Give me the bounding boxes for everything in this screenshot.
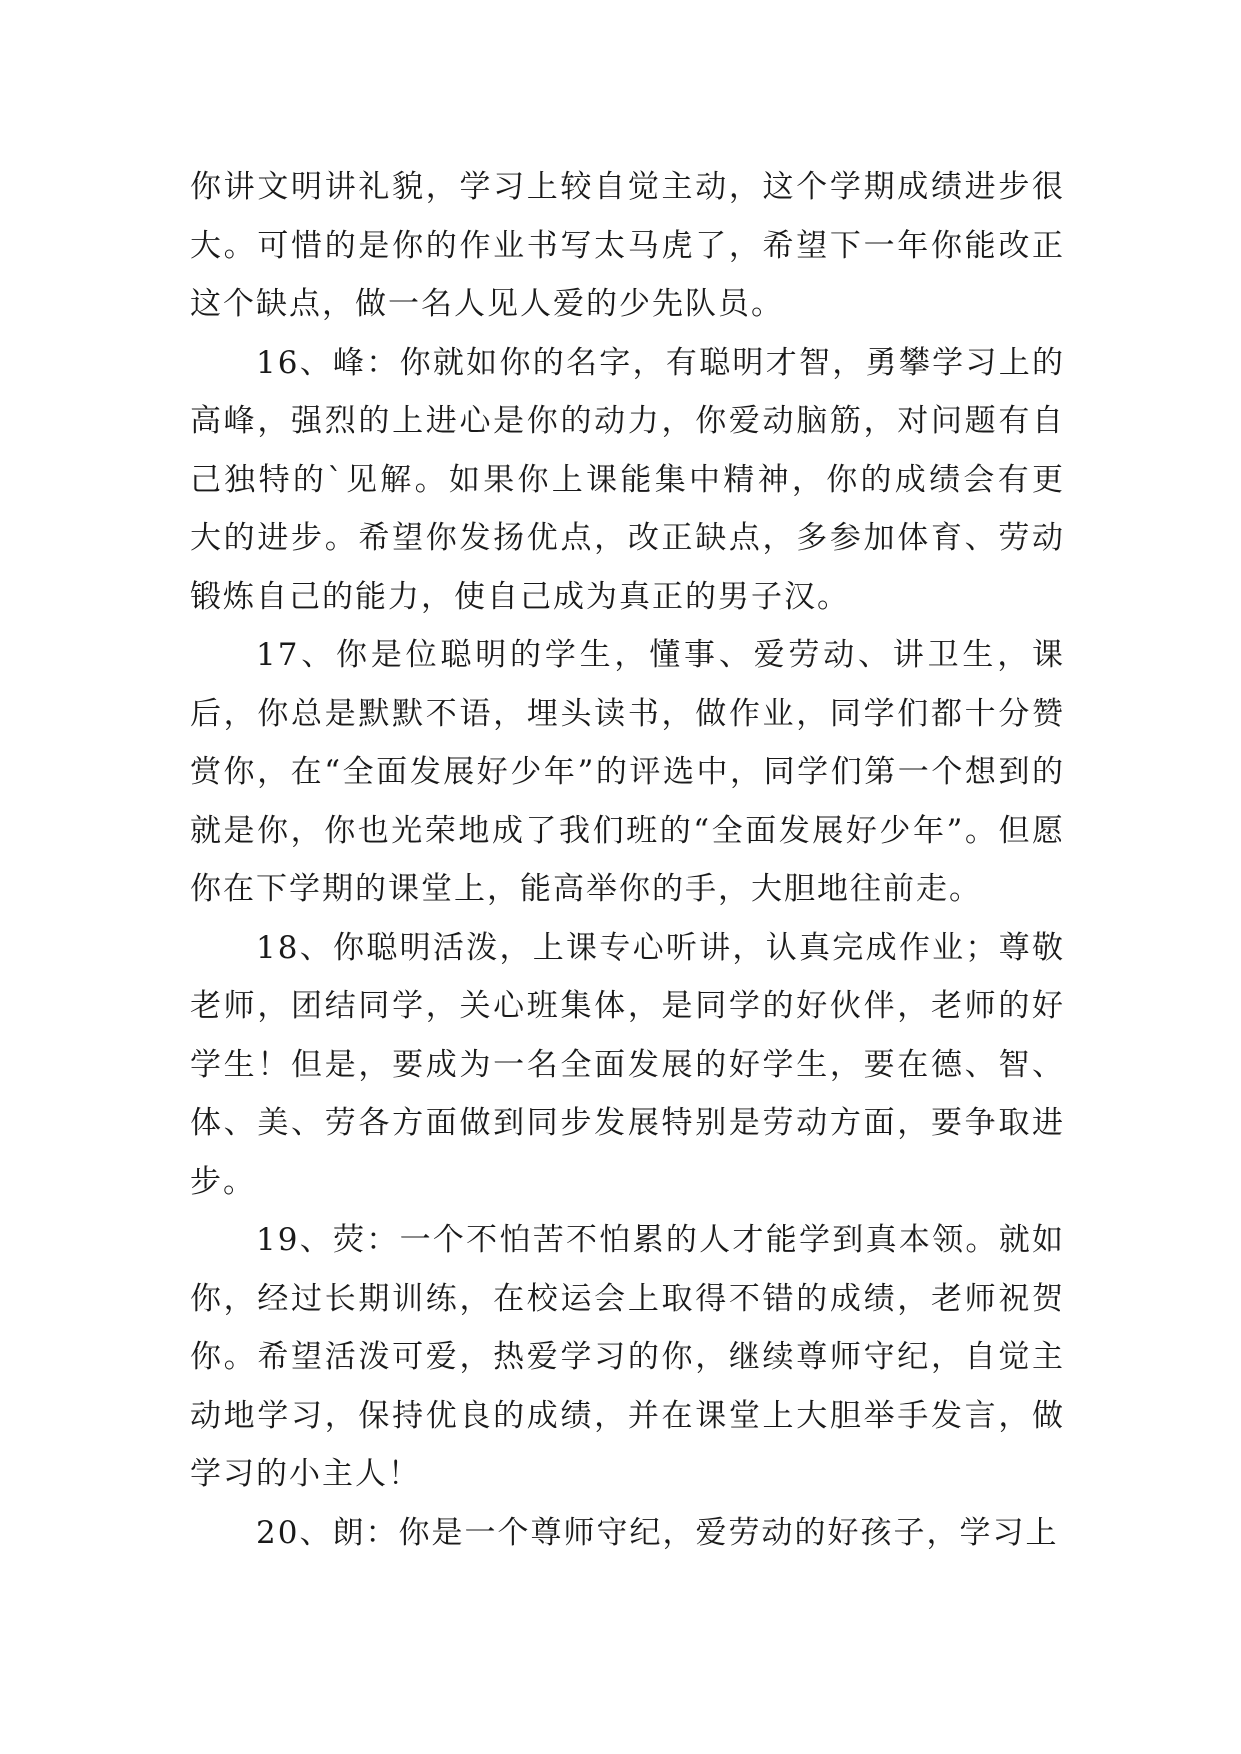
paragraph-comment-20: 20、朗：你是一个尊师守纪，爱劳动的好孩子，学习上 (256, 1514, 1059, 1551)
paragraph-comment-17: 17、你是位聪明的学生，懂事、爱劳动、讲卫生，课后，你总是默默不语，埋头读书，做作业，同学们都十分赞赏你，在“全面发展好少年”的评选中，同学们第一个想到的就是你，你也光荣地成了我们班的“全面发展好少年”。但愿你在下学期的课堂上，能高举你的手，大胆地往前走。 (190, 637, 1065, 907)
paragraph-comment-19: 19、荧：一个不怕苦不怕累的人才能学到真本领。就如你，经过长期训练，在校运会上取得不错的成绩，老师祝贺你。希望活泼可爱，热爱学习的你，继续尊师守纪，自觉主动地学习，保持优良的成绩，并在课堂上大胆举手发言，做学习的小主人！ (190, 1222, 1065, 1492)
paragraph-comment-16: 16、峰：你就如你的名字，有聪明才智，勇攀学习上的高峰，强烈的上进心是你的动力，你爱动脑筋，对问题有自己独特的`见解。如果你上课能集中精神，你的成绩会有更大的进步。希望你发扬优点，改正缺点，多参加体育、劳动锻炼自己的能力，使自己成为真正的男子汉。 (190, 344, 1065, 615)
document-body (190, 158, 1065, 1562)
paragraph-comment-18: 18、你聪明活泼，上课专心听讲，认真完成作业；尊敬老师，团结同学，关心班集体，是同学的好伙伴，老师的好学生！但是，要成为一名全面发展的好学生，要在德、智、体、美、劳各方面做到同步发展特别是劳动方面，要争取进步。 (190, 929, 1065, 1200)
paragraph-continuation: 你讲文明讲礼貌，学习上较自觉主动，这个学期成绩进步很大。可惜的是你的作业书写太马虎了，希望下一年你能改正这个缺点，做一名人见人爱的少先队员。 (190, 169, 1065, 322)
